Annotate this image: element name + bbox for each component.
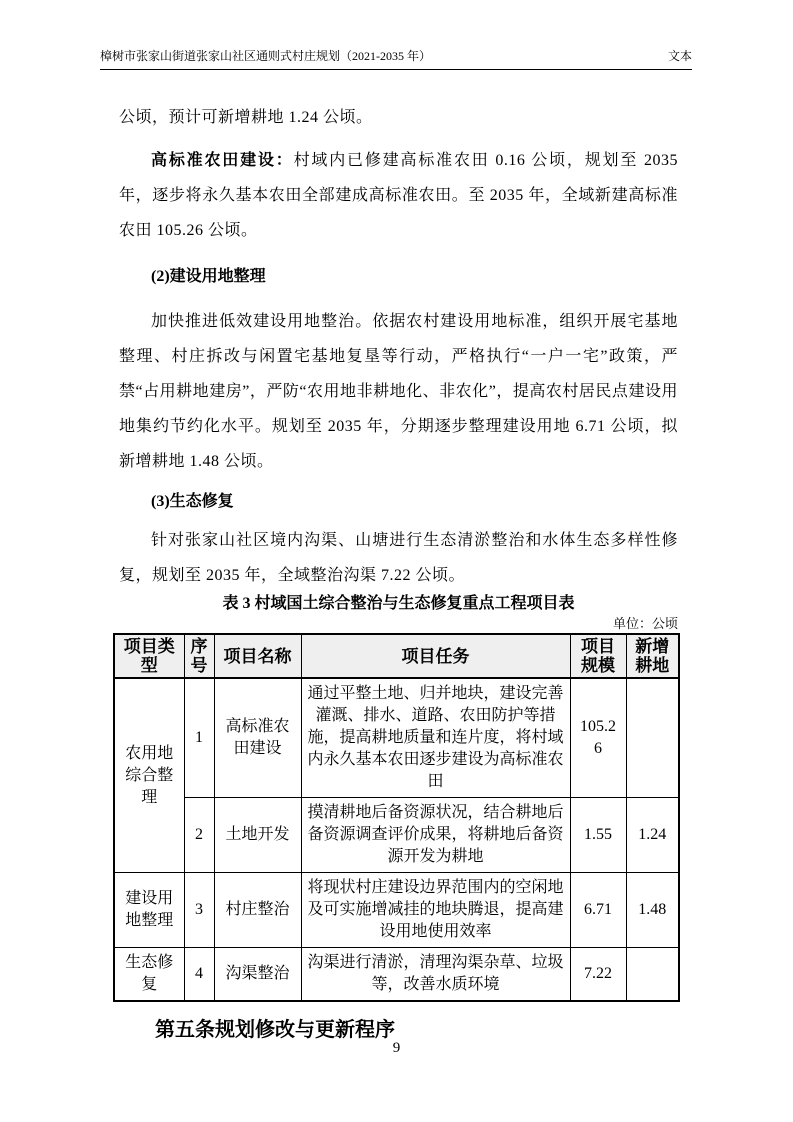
cell-number: 1 [184,678,214,798]
cell-number: 3 [184,873,214,948]
cell-new-cropland: 1.48 [626,873,679,948]
table-header-row [114,634,679,678]
page-header [100,48,692,70]
cell-project-scale [570,798,626,873]
paragraph-continuation: 公顷，预计可新增耕地 1.24 公顷。 [119,109,373,126]
column-header-project-name: 项目名称 [214,634,301,678]
cell-project-task: 通过平整土地、归并地块，建设完善灌溉、排水、道路、农田防护等措施，提高耕地质量和连片度，将村域内永久基本农田逐步建设为高标准农田 [301,678,570,798]
cell-number: 2 [184,798,214,873]
paragraph-body-text: 村域内已修建高标准农田 0.16 公顷，规划至 2035 年，逐步将永久基本农田全部建成高标准农田。至 2035 年，全域新建高标准农田 105.26 公顷。 [119,152,678,239]
cell-project-scale [570,948,626,1002]
column-header-project-task: 项目任务 [301,634,570,678]
table-row [114,634,679,678]
heading-construction-land-consolidation: (2)建设用地整理 [151,268,266,285]
cell-project-task: 沟渠进行清淤，清理沟渠杂草、垃圾等，改善水质环境 [301,948,570,1002]
project-table [113,633,680,1002]
table-row [114,948,679,1002]
cell-project-scale [570,873,626,948]
heading-article-5: 第五条规划修改与更新程序 [155,1019,395,1041]
cell-number: 4 [184,948,214,1002]
cell-project-name: 高标准农田建设 [214,678,301,798]
table-caption: 表 3 村域国土综合整治与生态修复重点工程项目表 [222,595,575,612]
cell-new-cropland [626,678,679,798]
cell-project-task: 将现状村庄建设边界范围内的空闲地及可实施增减挂的地块腾退，提高建设用地使用效率 [301,873,570,948]
heading-ecological-restoration: (3)生态修复 [151,493,234,510]
paragraph-construction-land: 加快推进低效建设用地整治。依据农村建设用地标准，组织开展宅基地整理、村庄拆改与闲置宅基地复垦等行动，严格执行“一户一宅”政策，严禁“占用耕地建房”，严防“农用地非耕地化、非农化”，提高农村居民点建设用地集约节约化水平。规划至 2035 年，分期逐步整理建设用地 6.71 公顷，拟新增耕地 1.48 公顷。 [119,313,678,470]
scale-value: 1.55 [584,826,612,844]
column-header-number: 序号 [184,634,214,678]
scale-value: 7.22 [584,965,612,983]
document-body [119,100,678,1044]
table-row [114,798,679,873]
paragraph-lead-bold: 高标准农田建设： [151,152,294,169]
table-row [114,678,679,798]
paragraph-ecological-restoration: 针对张家山社区境内沟渠、山塘进行生态清淤整治和水体生态多样性修复，规划至 2035 年，全域整治沟渠 7.22 公顷。 [119,532,678,584]
column-header-category: 项目类型 [114,634,184,678]
table-row [114,873,679,948]
cell-category: 生态修复 [114,948,184,1002]
page-number: 9 [392,1040,401,1056]
cell-category: 建设用地整理 [114,873,184,948]
scale-value: 105.26 [580,718,616,757]
cell-project-name: 土地开发 [214,798,301,873]
cell-project-scale [570,678,626,798]
table-unit-note: 单位：公顷 [612,616,678,631]
header-doc-type-label: 文本 [667,49,692,63]
cell-project-name: 村庄整治 [214,873,301,948]
column-header-new-cropland: 新增耕地 [626,634,679,678]
cell-new-cropland [626,948,679,1002]
cell-project-task: 摸清耕地后备资源状况，结合耕地后备资源调查评价成果，将耕地后备资源开发为耕地 [301,798,570,873]
scale-value: 6.71 [584,901,612,919]
header-title: 樟树市张家山街道张家山社区通则式村庄规划（2021-2035 年） [100,49,431,63]
cell-project-name: 沟渠整治 [214,948,301,1002]
cell-category: 农用地综合整理 [114,678,184,873]
paragraph-high-standard-farmland [119,143,678,248]
cell-new-cropland: 1.24 [626,798,679,873]
column-header-project-scale: 项目规模 [570,634,626,678]
